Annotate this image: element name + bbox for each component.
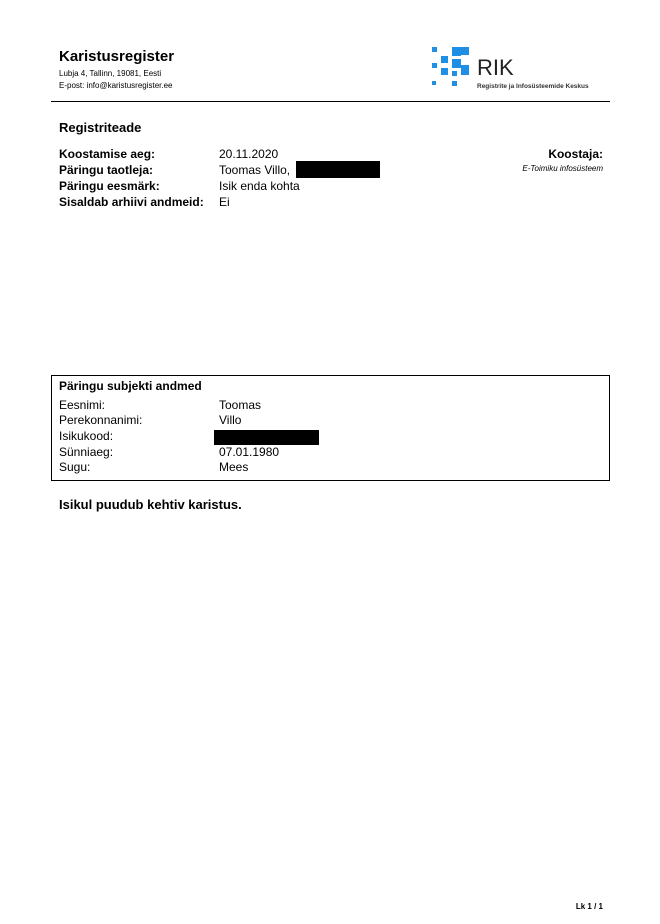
- logo-subtitle: Registrite ja Infosüsteemide Keskus: [477, 83, 589, 90]
- row-label-archive: Sisaldab arhiivi andmeid:: [59, 195, 204, 209]
- row-label-purpose: Päringu eesmärk:: [59, 179, 160, 193]
- logo-text: RIK: [477, 55, 514, 80]
- compiler-value: E-Toimiku infosüsteem: [522, 164, 603, 173]
- subject-label-idcode: Isikukood:: [59, 429, 114, 443]
- org-name: Karistusregister: [59, 48, 175, 65]
- redaction-bar: [214, 430, 319, 445]
- row-value-requester: Toomas Villo,: [219, 163, 291, 177]
- subject-value-firstname: Toomas: [219, 398, 262, 412]
- redaction-bar: [296, 161, 380, 178]
- subject-label-lastname: Perekonnanimi:: [59, 413, 143, 427]
- summary-statement: Isikul puudub kehtiv karistus.: [59, 497, 242, 512]
- row-value-created: 20.11.2020: [219, 147, 279, 161]
- row-label-created: Koostamise aeg:: [59, 147, 156, 161]
- subject-value-sex: Mees: [219, 460, 249, 474]
- page-number: Lk 1 / 1: [575, 902, 603, 911]
- org-address: Lubja 4, Tallinn, 19081, Eesti: [59, 69, 162, 78]
- subject-label-firstname: Eesnimi:: [59, 398, 106, 412]
- subject-label-sex: Sugu:: [59, 460, 91, 474]
- document-title: Registriteade: [59, 120, 142, 135]
- subject-label-birthdate: Sünniaeg:: [59, 445, 114, 459]
- compiler-label: Koostaja:: [548, 147, 603, 161]
- subject-value-birthdate: 07.01.1980: [219, 445, 280, 459]
- header-divider: [51, 101, 610, 102]
- row-value-archive: Ei: [219, 195, 230, 209]
- row-value-purpose: Isik enda kohta: [219, 179, 300, 193]
- row-label-requester: Päringu taotleja:: [59, 163, 154, 177]
- org-email: E-post: info@karistusregister.ee: [59, 81, 173, 90]
- subject-box-title: Päringu subjekti andmed: [59, 379, 202, 393]
- subject-value-lastname: Villo: [219, 413, 242, 427]
